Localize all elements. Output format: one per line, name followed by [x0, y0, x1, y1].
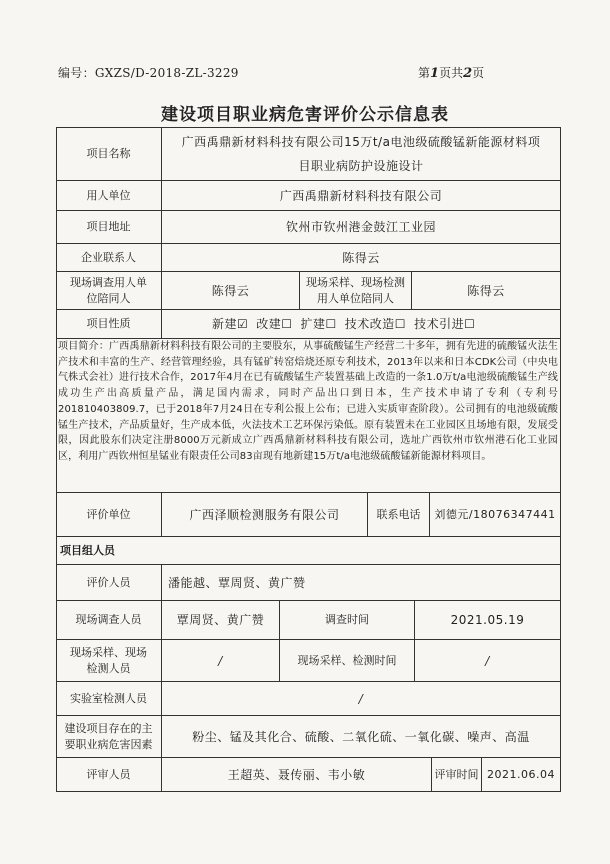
project-name-value: 广西禹鼎新材料科技有限公司15万t/a电池级硫酸锰新能源材料项目职业病防护设施设计 — [162, 127, 561, 181]
survey-staff-label: 现场调查人员 — [56, 601, 162, 640]
lab-staff-value: / — [162, 682, 561, 716]
project-name-label: 项目名称 — [56, 127, 162, 181]
reviewers-value: 王超英、聂传丽、韦小敏 — [162, 758, 432, 792]
nature-option-expand[interactable]: 扩建☐ — [300, 317, 337, 331]
project-nature-label: 项目性质 — [56, 310, 162, 339]
survey-companion-value: 陈得云 — [162, 272, 300, 310]
sampling-staff-value: / — [162, 640, 280, 682]
contact-label: 企业联系人 — [56, 244, 162, 272]
evaluators-label: 评价人员 — [56, 565, 162, 601]
page-indicator — [418, 64, 484, 81]
nature-option-tech-import[interactable]: 技术引进☐ — [414, 317, 476, 331]
employer-value: 广西禹鼎新材料科技有限公司 — [162, 181, 561, 211]
page-prefix: 第 — [418, 66, 431, 80]
document-number: 编号：GXZS/D-2018-ZL-3229 — [58, 66, 239, 80]
nature-option-tech-upgrade[interactable]: 技术改造☐ — [344, 317, 407, 331]
lab-staff-label: 实验室检测人员 — [56, 682, 162, 716]
nature-option-rebuild[interactable]: 改建☐ — [256, 317, 293, 331]
eval-unit-label: 评价单位 — [56, 493, 162, 537]
project-nature-options — [162, 310, 561, 339]
page-suffix: 页 — [472, 66, 485, 80]
nature-option-new[interactable]: 新建☑ — [212, 317, 249, 331]
phone-label: 联系电话 — [368, 493, 430, 537]
survey-time-label: 调查时间 — [280, 601, 415, 640]
review-time-label: 评审时间 — [432, 758, 482, 792]
sampling-companion-label: 现场采样、现场检测用人单位陪同人 — [300, 272, 412, 310]
eval-unit-value: 广西泽顺检测服务有限公司 — [162, 493, 368, 537]
sampling-staff-label: 现场采样、现场检测人员 — [56, 640, 162, 682]
phone-value: 刘德元/18076347441 — [430, 493, 561, 537]
address-value: 钦州市钦州港金鼓江工业园 — [162, 211, 561, 244]
hazards-label: 建设项目存在的主要职业病危害因素 — [56, 716, 162, 758]
address-label: 项目地址 — [56, 211, 162, 244]
sampling-time-value: / — [415, 640, 561, 682]
page-mid: 页共 — [439, 66, 464, 80]
project-intro: 项目简介：广西禹鼎新材料科技有限公司的主要股东，从事硫酸锰生产经营二十多年，拥有先进的硫酸锰火法生产技术和丰富的生产、经营管理经验，具有锰矿转窑焙烧还原专利技术，2013年以来和日本CDK公司（中央电气株式会社）进行技术合作，2017年4月在已有硫酸锰生产装置基础上改造的一条1.0万t/a电池级硫酸锰生产线成功生产出高质量产品，满足国内需求，同时产品出口到日本，生产技术申请了专利（专利号201810403809.7，已于2018年7月24日在专利公报上公布；已进入实质审查阶段）。公司拥有的电池级硫酸锰生产技术，产品质量好，生产成本低，火法技术工艺环保污染低。原有装置未在工业园区且场地有限，发展受限，因此股东们决定注册8000万元新成立广西禹鼎新材料科技有限公司，选址广西钦州市钦州港石化工业园区，利用广西钦州恒星锰业有限责任公司83亩现有地新建15万t/a电池级硫酸锰新能源材料项目。 — [58, 341, 558, 462]
sampling-companion-value: 陈得云 — [412, 272, 561, 310]
employer-label: 用人单位 — [56, 181, 162, 211]
page-current: 1 — [430, 66, 440, 81]
team-section-header: 项目组人员 — [56, 537, 561, 565]
evaluators-value: 潘能越、覃周贤、黄广赞 — [162, 565, 561, 601]
survey-staff-value: 覃周贤、黄广赞 — [162, 601, 280, 640]
sampling-time-label: 现场采样、检测时间 — [280, 640, 415, 682]
page-total: 2 — [463, 66, 473, 81]
page-title: 建设项目职业病危害评价公示信息表 — [161, 105, 449, 125]
contact-value: 陈得云 — [162, 244, 561, 272]
review-time-value: 2021.06.04 — [482, 758, 561, 792]
survey-companion-label: 现场调查用人单位陪同人 — [56, 272, 162, 310]
hazards-value: 粉尘、锰及其化合、硫酸、二氧化硫、一氧化碳、噪声、高温 — [162, 716, 561, 758]
survey-time-value: 2021.05.19 — [415, 601, 561, 640]
reviewers-label: 评审人员 — [56, 758, 162, 792]
